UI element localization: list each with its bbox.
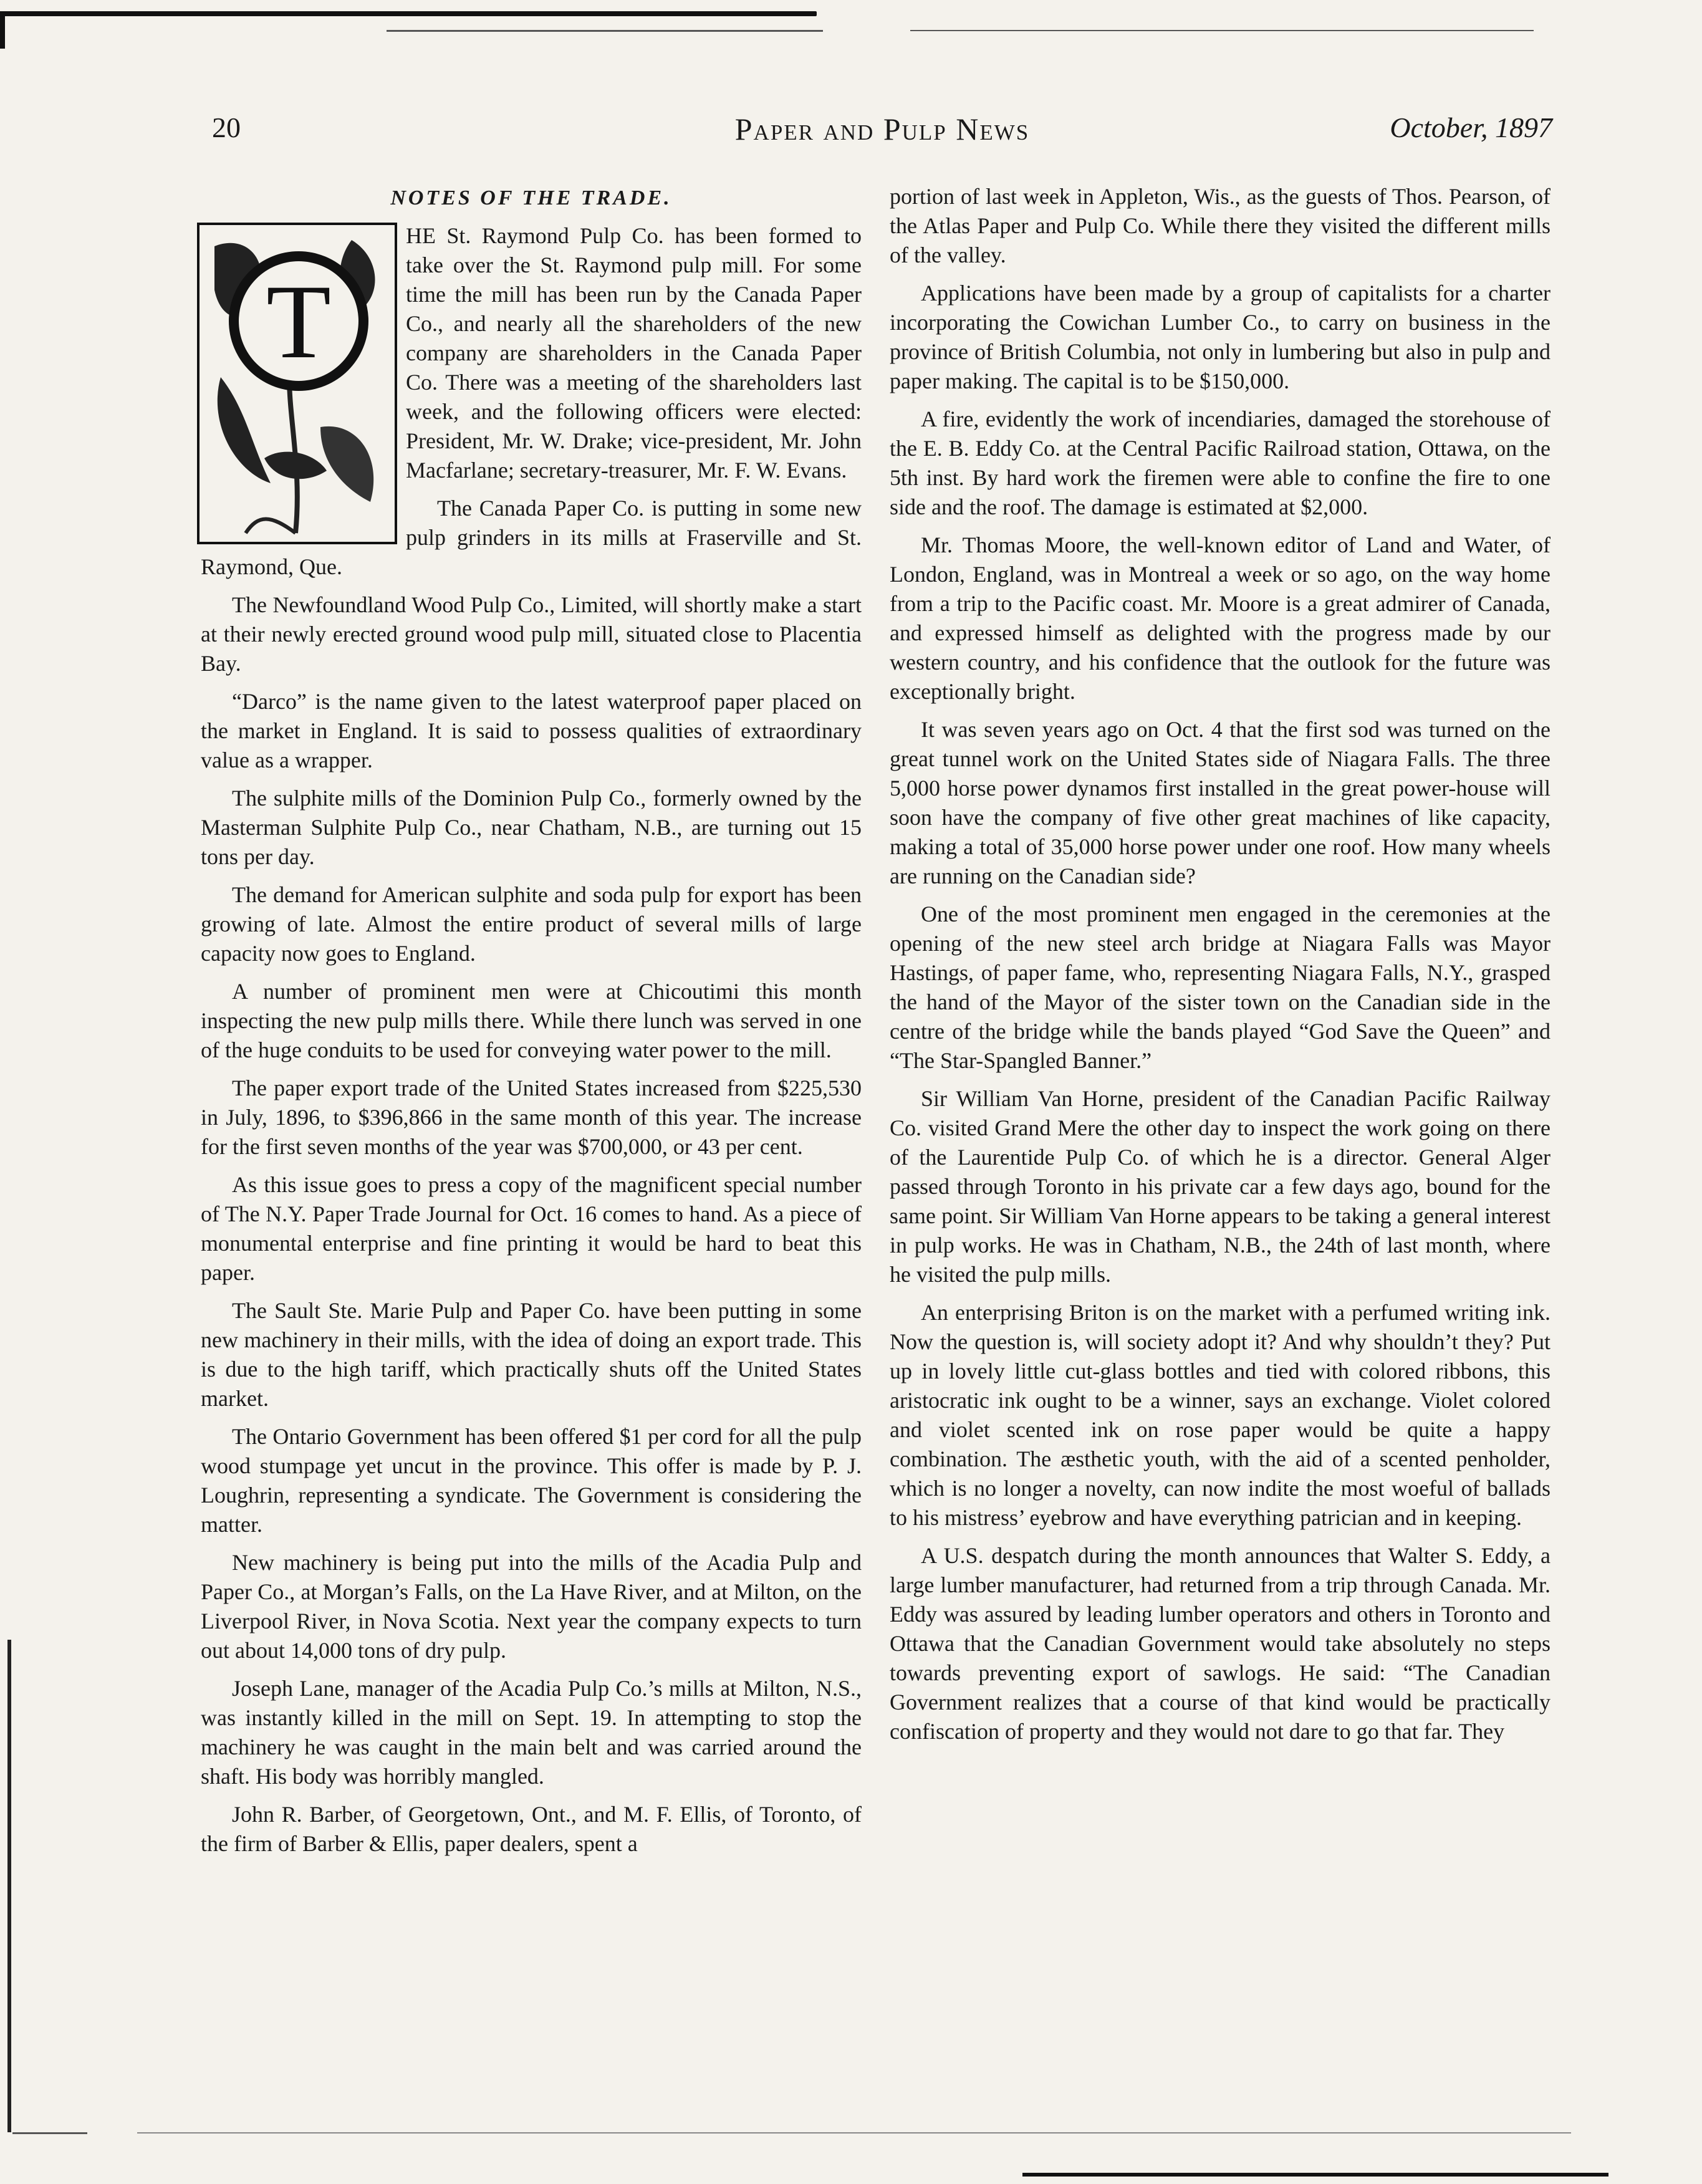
- article-paragraph: An enterprising Briton is on the market with a perfumed writing ink. Now the question is, will society adopt it? And why shouldn’t they? Put up in lovely little cut-glass bottles and tied with colored ribbons, this aristocratic ink ought to be a winner, says an exchange. Violet colored and violet scented ink on rose paper would be quite a happy combination. The æsthetic youth, with the aid of a scented penholder, which is no longer a novelty, can now indite the most woeful of ballads to his mistress’ eyebrow and have everything patrician and in keeping.: [890, 1300, 1551, 1530]
- article-paragraph: Sir William Van Horne, president of the Canadian Pacific Railway Co. visited Grand Mere the other day to inspect the work going on there of the Laurentide Pulp Co. of which he is a director. General Alger passed through Toronto in his private car a few days ago, bound for the same point. Sir William Van Horne appears to be taking a general interest in pulp works. He was in Chatham, N.B., the 24th of last month, where he visited the pulp mills.: [890, 1086, 1551, 1287]
- page-header: [212, 111, 1552, 155]
- top-dashed-rule: [387, 30, 823, 32]
- right-column: [890, 182, 1551, 2052]
- article-paragraph: The Canada Paper Co. is putting in some new pulp grinders in its mills at Fraserville and St. Raymond, Que.: [201, 496, 862, 579]
- article-paragraph: Mr. Thomas Moore, the well-known editor of Land and Water, of London, England, was in Montreal a week or so ago, on the way home from a trip to the Pacific coast. Mr. Moore is a great admirer of Canada, and expressed himself as delighted with the progress made by our western country, and his confidence that the outlook for the future was exceptionally bright.: [890, 532, 1551, 704]
- bottom-rule: [1022, 2173, 1608, 2177]
- article-paragraph: As this issue goes to press a copy of the magnificent special number of The N.Y. Paper Trade Journal for Oct. 16 comes to hand. As a piece of monumental enterprise and fine printing it would be hard to beat this paper.: [201, 1172, 862, 1285]
- top-dashed-rule-right: [910, 30, 1534, 31]
- article-paragraph: Applications have been made by a group of capitalists for a charter incorporating the Cowichan Lumber Co., to carry on business in the province of British Columbia, not only in lumbering but also in pulp and paper making. The capital is to be $150,000.: [890, 281, 1551, 393]
- article-paragraph: The Ontario Government has been offered $1 per cord for all the pulp wood stumpage yet uncut in the province. This offer is made by P. J. Loughrin, representing a syndicate. The Government is considering the matter.: [201, 1424, 862, 1537]
- dropcap-letter: T: [266, 263, 331, 380]
- article-paragraph: A fire, evidently the work of incendiaries, damaged the storehouse of the E. B. Eddy Co. at the Central Pacific Railroad station, Ottawa, on the 5th inst. By hard work the firemen were able to confine the fire to one side and the roof. The damage is estimated at $2,000.: [890, 406, 1551, 519]
- article-paragraph: The Sault Ste. Marie Pulp and Paper Co. have been putting in some new machinery in their mills, with the idea of doing an export trade. This is due to the high tariff, which practically shuts off the United States market.: [201, 1298, 862, 1411]
- scan-edge-mark: [0, 11, 5, 49]
- article-paragraph: One of the most prominent men engaged in the ceremonies at the opening of the new steel arch bridge at Niagara Falls was Mayor Hastings, of paper fame, who, representing Niagara Falls, N.Y., grasped the hand of the Mayor of the sister town on the Canadian side in the centre of the bridge while the bands played “God Save the Queen” and “The Star-Spangled Banner.”: [890, 902, 1551, 1073]
- page-number: 20: [212, 112, 241, 143]
- article-paragraph: portion of last week in Appleton, Wis., as the guests of Thos. Pearson, of the Atlas Paper and Pulp Co. While there they visited the different mills of the valley.: [890, 184, 1551, 267]
- ornamental-dropcap: [196, 221, 398, 546]
- article-paragraph: John R. Barber, of Georgetown, Ont., and M. F. Ellis, of Toronto, of the firm of Barber & Ellis, paper dealers, spent a: [201, 1802, 862, 1856]
- top-rule: [0, 11, 817, 16]
- scan-margin-line: [7, 1640, 11, 2132]
- article-paragraph: The demand for American sulphite and soda pulp for export has been growing of late. Almost the entire product of several mills of large capacity now goes to England.: [201, 882, 862, 966]
- article-paragraph: It was seven years ago on Oct. 4 that the first sod was turned on the great tunnel work on the United States side of Niagara Falls. The three 5,000 horse power dynamos first installed in the great power-house will soon have the company of five other great machines of like capacity, making a total of 35,000 horse power under one roof. How many wheels are running on the Canadian side?: [890, 717, 1551, 888]
- article-paragraph: New machinery is being put into the mills of the Acadia Pulp and Paper Co., at Morgan’s Falls, on the La Have River, and at Milton, on the Liverpool River, in Nova Scotia. Next year the company expects to turn out about 14,000 tons of dry pulp.: [201, 1550, 862, 1663]
- bottom-scan-dash: [12, 2132, 87, 2134]
- article-paragraph: Joseph Lane, manager of the Acadia Pulp Co.’s mills at Milton, N.S., was instantly killed in the mill on Sept. 19. In attempting to stop the machinery he was caught in the main belt and was carried around the shaft. His body was horribly mangled.: [201, 1676, 862, 1789]
- section-title: NOTES OF THE TRADE.: [390, 186, 672, 209]
- article-paragraph: A number of prominent men were at Chicoutimi this month inspecting the new pulp mills there. While there lunch was served in one of the huge conduits to be used for conveying water power to the mill.: [201, 979, 862, 1062]
- article-paragraph: The sulphite mills of the Dominion Pulp Co., formerly owned by the Masterman Sulphite Pulp Co., near Chatham, N.B., are turning out 15 tons per day.: [201, 786, 862, 869]
- issue-date: October, 1897: [1390, 112, 1552, 143]
- article-paragraph: The Newfoundland Wood Pulp Co., Limited, will shortly make a start at their newly erected ground wood pulp mill, situated close to Placentia Bay.: [201, 592, 862, 676]
- left-column: [201, 182, 862, 2052]
- article-paragraph: “Darco” is the name given to the latest waterproof paper placed on the market in England. It is said to possess qualities of extraordinary value as a wrapper.: [201, 689, 862, 772]
- bottom-dashed-rule: [137, 2132, 1571, 2133]
- article-paragraph: HE St. Raymond Pulp Co. has been formed to take over the St. Raymond pulp mill. For some time the mill has been run by the Canada Paper Co., and nearly all the shareholders of the new company are shareholders in the Canada Paper Co. There was a meeting of the shareholders last week, and the following officers were elected: President, Mr. W. Drake; vice-president, Mr. John Macfarlane; secretary-treasurer, Mr. F. W. Evans.: [406, 223, 862, 483]
- article-paragraph: A U.S. despatch during the month announces that Walter S. Eddy, a large lumber manufacturer, had returned from a trip through Canada. Mr. Eddy was assured by leading lumber operators and others in Toronto and Ottawa that the Canadian Government would take absolutely no steps towards preventing export of sawlogs. He said: “The Canadian Government realizes that a course of that kind would be practically confiscation of property and they would not dare to go that far. They: [890, 1543, 1551, 1744]
- journal-title: Paper and Pulp News: [734, 112, 1030, 147]
- article-paragraph: The paper export trade of the United States increased from $225,530 in July, 1896, to $396,866 in the same month of this year. The increase for the first seven months of the year was $700,000, or 43 per cent.: [201, 1075, 862, 1159]
- floral-initial-illustration: [196, 221, 398, 546]
